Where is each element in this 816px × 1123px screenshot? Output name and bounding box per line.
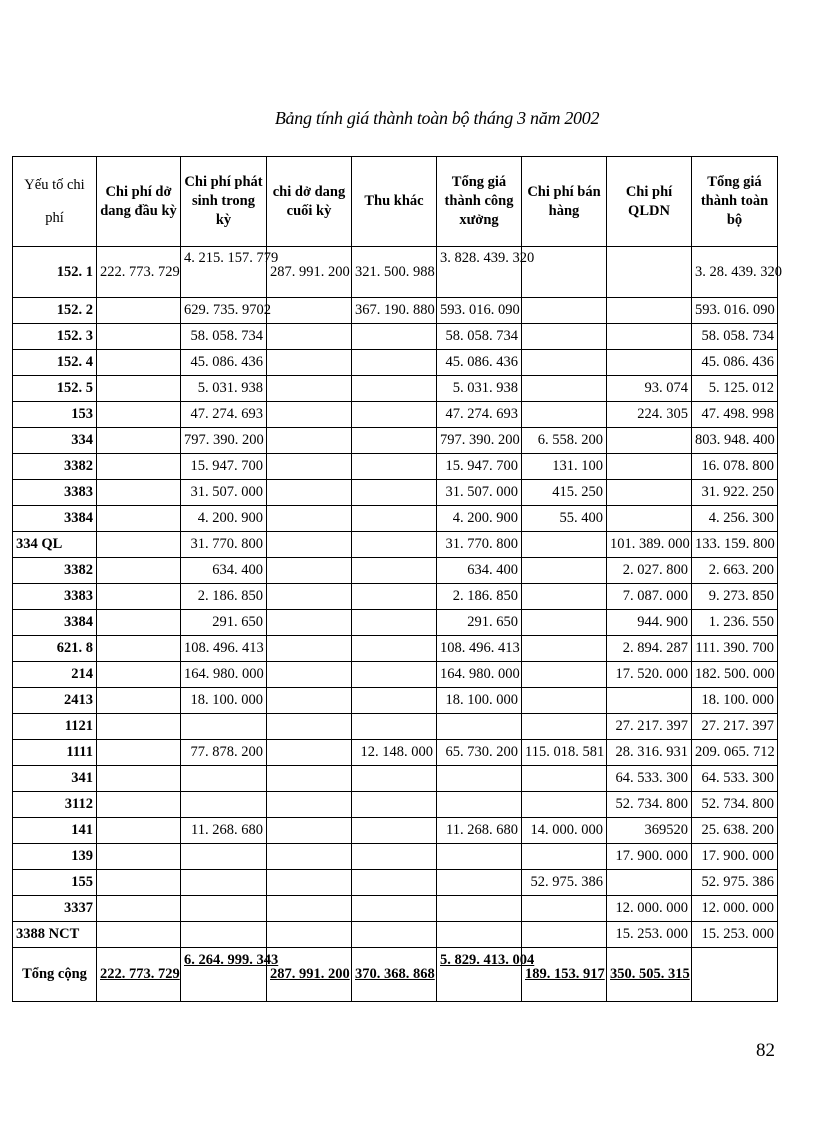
value-cell (522, 402, 607, 428)
value-cell (607, 428, 692, 454)
value-cell: 47. 498. 998 (692, 402, 778, 428)
value-cell: 64. 533. 300 (692, 766, 778, 792)
total-value-cell: 5. 829. 413. 004 (437, 948, 522, 1002)
value-cell (97, 480, 181, 506)
value-cell: 4. 200. 900 (437, 506, 522, 532)
value-cell: 15. 253. 000 (692, 922, 778, 948)
value-cell: 55. 400 (522, 506, 607, 532)
table-row (13, 532, 778, 558)
header-cell: Yếu tố chi phí (13, 157, 97, 247)
value-cell (97, 584, 181, 610)
value-cell (97, 870, 181, 896)
value-cell (522, 688, 607, 714)
cost-code-cell: 152. 5 (13, 376, 97, 402)
value-cell: 209. 065. 712 (692, 740, 778, 766)
table-row (13, 766, 778, 792)
total-value-cell: 370. 368. 868 (352, 948, 437, 1002)
cost-code-cell: 3384 (13, 506, 97, 532)
table-row (13, 402, 778, 428)
value-cell: 4. 200. 900 (181, 506, 267, 532)
cost-code-cell: 3382 (13, 558, 97, 584)
value-cell (267, 896, 352, 922)
value-cell: 6. 558. 200 (522, 428, 607, 454)
header-row (13, 157, 778, 247)
value-cell (437, 922, 522, 948)
header-cell: Chi phí phát sinh trong kỳ (181, 157, 267, 247)
table-row (13, 714, 778, 740)
value-cell: 287. 991. 200 (267, 247, 352, 298)
value-cell (97, 532, 181, 558)
value-cell: 18. 100. 000 (181, 688, 267, 714)
table-row (13, 870, 778, 896)
value-cell: 415. 250 (522, 480, 607, 506)
value-cell (607, 350, 692, 376)
value-cell (522, 922, 607, 948)
value-cell (522, 792, 607, 818)
value-cell (97, 818, 181, 844)
value-cell (97, 896, 181, 922)
value-cell: 15. 947. 700 (181, 454, 267, 480)
table-row (13, 350, 778, 376)
cost-code-cell: 3337 (13, 896, 97, 922)
value-cell: 18. 100. 000 (437, 688, 522, 714)
value-cell: 64. 533. 300 (607, 766, 692, 792)
value-cell (352, 480, 437, 506)
value-cell: 27. 217. 397 (692, 714, 778, 740)
value-cell (97, 298, 181, 324)
value-cell: 115. 018. 581 (522, 740, 607, 766)
cost-code-cell: 141 (13, 818, 97, 844)
value-cell: 182. 500. 000 (692, 662, 778, 688)
value-cell (352, 714, 437, 740)
value-cell (267, 688, 352, 714)
value-cell (267, 402, 352, 428)
value-cell: 15. 253. 000 (607, 922, 692, 948)
value-cell: 367. 190. 880 (352, 298, 437, 324)
value-cell (352, 792, 437, 818)
page-number: 82 (756, 1040, 775, 1061)
cost-code-cell: 3384 (13, 610, 97, 636)
value-cell (267, 480, 352, 506)
value-cell: 15. 947. 700 (437, 454, 522, 480)
value-cell (181, 844, 267, 870)
value-cell (267, 324, 352, 350)
value-cell: 131. 100 (522, 454, 607, 480)
value-cell: 77. 878. 200 (181, 740, 267, 766)
value-cell: 58. 058. 734 (692, 324, 778, 350)
cost-code-cell: 3388 NCT (13, 922, 97, 948)
value-cell (267, 714, 352, 740)
total-value-cell (692, 948, 778, 1002)
value-cell (522, 558, 607, 584)
value-cell (267, 506, 352, 532)
value-cell (352, 688, 437, 714)
value-cell (522, 766, 607, 792)
value-cell (267, 298, 352, 324)
value-cell (97, 636, 181, 662)
value-cell: 16. 078. 800 (692, 454, 778, 480)
value-cell (352, 324, 437, 350)
value-cell (522, 584, 607, 610)
value-cell (97, 402, 181, 428)
value-cell (607, 480, 692, 506)
value-cell: 369520 (607, 818, 692, 844)
value-cell (97, 350, 181, 376)
cost-code-cell: 341 (13, 766, 97, 792)
cost-code-cell: 3112 (13, 792, 97, 818)
cost-code-cell: 152. 4 (13, 350, 97, 376)
value-cell (352, 636, 437, 662)
value-cell (267, 610, 352, 636)
cost-code-cell: 3383 (13, 584, 97, 610)
value-cell (267, 740, 352, 766)
table-row (13, 376, 778, 402)
value-cell (607, 870, 692, 896)
value-cell (522, 298, 607, 324)
value-cell: 797. 390. 200 (437, 428, 522, 454)
value-cell (437, 896, 522, 922)
table-row (13, 506, 778, 532)
value-cell: 101. 389. 000 (607, 532, 692, 558)
total-label: Tổng cộng (13, 948, 97, 1002)
value-cell (522, 532, 607, 558)
total-value-cell: 6. 264. 999. 343 (181, 948, 267, 1002)
value-cell: 47. 274. 693 (437, 402, 522, 428)
value-cell: 11. 268. 680 (181, 818, 267, 844)
value-cell: 7. 087. 000 (607, 584, 692, 610)
value-cell (267, 818, 352, 844)
cost-code-cell: 152. 3 (13, 324, 97, 350)
value-cell: 52. 975. 386 (692, 870, 778, 896)
value-cell: 4. 256. 300 (692, 506, 778, 532)
cost-code-cell: 334 QL (13, 532, 97, 558)
value-cell (267, 376, 352, 402)
value-cell (267, 662, 352, 688)
value-cell (607, 247, 692, 298)
value-cell: 2. 894. 287 (607, 636, 692, 662)
value-cell: 12. 000. 000 (692, 896, 778, 922)
value-cell: 31. 770. 800 (437, 532, 522, 558)
value-cell (522, 247, 607, 298)
value-cell (267, 636, 352, 662)
value-cell: 17. 520. 000 (607, 662, 692, 688)
value-cell (352, 896, 437, 922)
value-cell (97, 558, 181, 584)
cost-code-cell: 155 (13, 870, 97, 896)
value-cell (97, 844, 181, 870)
value-cell (267, 350, 352, 376)
value-cell (97, 376, 181, 402)
table-row (13, 298, 778, 324)
header-cell: Chi phí QLDN (607, 157, 692, 247)
header-cell: Thu khác (352, 157, 437, 247)
value-cell (522, 324, 607, 350)
cost-code-cell: 152. 1 (13, 247, 97, 298)
value-cell: 224. 305 (607, 402, 692, 428)
value-cell (352, 402, 437, 428)
value-cell: 593. 016. 090 (437, 298, 522, 324)
table-row (13, 896, 778, 922)
value-cell: 45. 086. 436 (437, 350, 522, 376)
value-cell: 25. 638. 200 (692, 818, 778, 844)
value-cell (437, 714, 522, 740)
value-cell: 2. 186. 850 (437, 584, 522, 610)
value-cell: 108. 496. 413 (437, 636, 522, 662)
value-cell: 634. 400 (181, 558, 267, 584)
value-cell (181, 922, 267, 948)
cost-code-cell: 214 (13, 662, 97, 688)
cost-code-cell: 152. 2 (13, 298, 97, 324)
value-cell (97, 714, 181, 740)
value-cell (181, 896, 267, 922)
value-cell (607, 298, 692, 324)
value-cell: 12. 000. 000 (607, 896, 692, 922)
table-row (13, 818, 778, 844)
header-cell: Tổng giá thành công xưởng (437, 157, 522, 247)
value-cell: 47. 274. 693 (181, 402, 267, 428)
value-cell (522, 636, 607, 662)
value-cell (352, 818, 437, 844)
value-cell (352, 922, 437, 948)
header-cell: Chi phí dở dang đầu kỳ (97, 157, 181, 247)
value-cell: 93. 074 (607, 376, 692, 402)
table-row (13, 688, 778, 714)
value-cell: 45. 086. 436 (692, 350, 778, 376)
value-cell: 5. 031. 938 (437, 376, 522, 402)
value-cell: 65. 730. 200 (437, 740, 522, 766)
value-cell (352, 610, 437, 636)
value-cell (522, 662, 607, 688)
value-cell: 58. 058. 734 (181, 324, 267, 350)
value-cell: 31. 922. 250 (692, 480, 778, 506)
cost-code-cell: 621. 8 (13, 636, 97, 662)
cost-code-cell: 334 (13, 428, 97, 454)
value-cell (181, 714, 267, 740)
table-row (13, 792, 778, 818)
cost-table (12, 156, 782, 1002)
table-row (13, 454, 778, 480)
table-row (13, 636, 778, 662)
value-cell (522, 350, 607, 376)
table-row (13, 324, 778, 350)
table-row (13, 662, 778, 688)
table-row (13, 610, 778, 636)
value-cell (352, 558, 437, 584)
value-cell (97, 792, 181, 818)
value-cell (352, 454, 437, 480)
value-cell (97, 428, 181, 454)
value-cell: 629. 735. 9702 (181, 298, 267, 324)
value-cell: 108. 496. 413 (181, 636, 267, 662)
table-row (13, 558, 778, 584)
value-cell (352, 506, 437, 532)
value-cell: 803. 948. 400 (692, 428, 778, 454)
value-cell (267, 454, 352, 480)
cost-code-cell: 1111 (13, 740, 97, 766)
total-value-cell: 189. 153. 917 (522, 948, 607, 1002)
value-cell: 52. 734. 800 (692, 792, 778, 818)
header-cell: Chi phí bán hàng (522, 157, 607, 247)
value-cell: 52. 734. 800 (607, 792, 692, 818)
value-cell: 3. 28. 439. 320 (692, 247, 778, 298)
value-cell (607, 506, 692, 532)
value-cell: 17. 900. 000 (692, 844, 778, 870)
value-cell (97, 740, 181, 766)
value-cell (352, 376, 437, 402)
value-cell (97, 454, 181, 480)
value-cell: 2. 027. 800 (607, 558, 692, 584)
value-cell: 291. 650 (437, 610, 522, 636)
value-cell: 634. 400 (437, 558, 522, 584)
value-cell (352, 584, 437, 610)
table-row (13, 922, 778, 948)
value-cell (607, 324, 692, 350)
value-cell: 31. 770. 800 (181, 532, 267, 558)
value-cell (437, 844, 522, 870)
value-cell (352, 428, 437, 454)
value-cell (352, 766, 437, 792)
value-cell (352, 870, 437, 896)
value-cell (522, 714, 607, 740)
value-cell (267, 870, 352, 896)
value-cell: 164. 980. 000 (181, 662, 267, 688)
value-cell: 31. 507. 000 (437, 480, 522, 506)
cost-code-cell: 3382 (13, 454, 97, 480)
value-cell: 133. 159. 800 (692, 532, 778, 558)
value-cell (607, 454, 692, 480)
value-cell (97, 922, 181, 948)
total-value-cell: 350. 505. 315 (607, 948, 692, 1002)
cost-code-cell: 139 (13, 844, 97, 870)
value-cell (267, 766, 352, 792)
value-cell (607, 688, 692, 714)
value-cell: 321. 500. 988 (352, 247, 437, 298)
value-cell (352, 844, 437, 870)
value-cell: 797. 390. 200 (181, 428, 267, 454)
value-cell: 4. 215. 157. 779 (181, 247, 267, 298)
value-cell (97, 688, 181, 714)
value-cell: 12. 148. 000 (352, 740, 437, 766)
value-cell: 5. 125. 012 (692, 376, 778, 402)
table-row (13, 584, 778, 610)
value-cell: 9. 273. 850 (692, 584, 778, 610)
value-cell (522, 376, 607, 402)
header-cell: chi dở dang cuối kỳ (267, 157, 352, 247)
value-cell (267, 558, 352, 584)
table-row (13, 247, 778, 298)
cost-code-cell: 3383 (13, 480, 97, 506)
value-cell: 111. 390. 700 (692, 636, 778, 662)
cost-code-cell: 153 (13, 402, 97, 428)
value-cell (352, 350, 437, 376)
value-cell (181, 870, 267, 896)
value-cell: 52. 975. 386 (522, 870, 607, 896)
value-cell: 28. 316. 931 (607, 740, 692, 766)
table-row (13, 844, 778, 870)
value-cell: 31. 507. 000 (181, 480, 267, 506)
value-cell (522, 610, 607, 636)
value-cell (97, 766, 181, 792)
value-cell (437, 870, 522, 896)
total-row (13, 948, 778, 1002)
value-cell (267, 792, 352, 818)
value-cell (437, 792, 522, 818)
value-cell (97, 610, 181, 636)
total-value-cell: 222. 773. 729 (97, 948, 181, 1002)
value-cell (97, 324, 181, 350)
value-cell (352, 532, 437, 558)
value-cell: 593. 016. 090 (692, 298, 778, 324)
value-cell: 3. 828. 439. 320 (437, 247, 522, 298)
value-cell: 222. 773. 729 (97, 247, 181, 298)
value-cell (522, 896, 607, 922)
table-title: Bảng tính giá thành toàn bộ tháng 3 năm 2002 (274, 108, 600, 128)
value-cell: 18. 100. 000 (692, 688, 778, 714)
value-cell (97, 506, 181, 532)
value-cell (522, 844, 607, 870)
value-cell: 5. 031. 938 (181, 376, 267, 402)
value-cell: 291. 650 (181, 610, 267, 636)
value-cell: 14. 000. 000 (522, 818, 607, 844)
value-cell: 164. 980. 000 (437, 662, 522, 688)
value-cell (97, 662, 181, 688)
value-cell (267, 584, 352, 610)
value-cell: 11. 268. 680 (437, 818, 522, 844)
value-cell (267, 922, 352, 948)
value-cell (181, 766, 267, 792)
value-cell: 27. 217. 397 (607, 714, 692, 740)
value-cell: 2. 186. 850 (181, 584, 267, 610)
value-cell (267, 532, 352, 558)
value-cell: 45. 086. 436 (181, 350, 267, 376)
total-value-cell: 287. 991. 200 (267, 948, 352, 1002)
header-cell: Tổng giá thành toàn bộ (692, 157, 778, 247)
value-cell (352, 662, 437, 688)
value-cell: 17. 900. 000 (607, 844, 692, 870)
table-row (13, 480, 778, 506)
table-row (13, 740, 778, 766)
cost-code-cell: 2413 (13, 688, 97, 714)
table-row (13, 428, 778, 454)
value-cell (181, 792, 267, 818)
value-cell: 944. 900 (607, 610, 692, 636)
value-cell: 1. 236. 550 (692, 610, 778, 636)
value-cell (267, 844, 352, 870)
value-cell (437, 766, 522, 792)
value-cell: 58. 058. 734 (437, 324, 522, 350)
value-cell: 2. 663. 200 (692, 558, 778, 584)
value-cell (267, 428, 352, 454)
cost-code-cell: 1121 (13, 714, 97, 740)
